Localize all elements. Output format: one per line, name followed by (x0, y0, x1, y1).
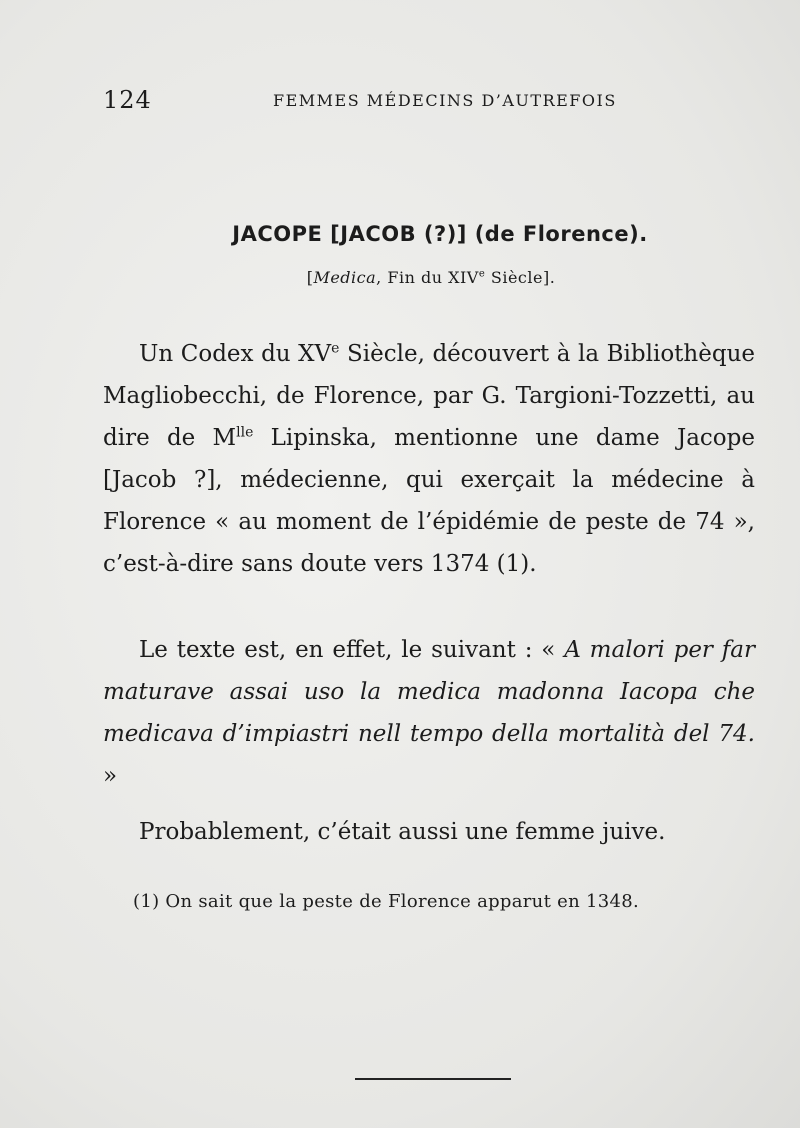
paragraph-codex (103, 333, 755, 585)
paragraph-codex-part2: Siècle, découvert à la Bibliothèque Magliobecchi, de Florence, par G. Targioni-Tozzetti, au dire de M (103, 341, 755, 451)
footnote: (1) On sait que la peste de Florence apparut en 1348. (133, 891, 640, 912)
entry-subheading (0, 268, 800, 287)
paragraph-conclusion: Probablement, c’était aussi une femme juive. (139, 819, 666, 845)
paragraph-codex-sup2: lle (236, 424, 254, 441)
subheading-open: [ (306, 268, 314, 287)
paragraph-quote-italic: A malori per far maturave assai uso la medica madonna Iacopa che medicava d’impiastri nell tempo della mortalità del 74. (103, 637, 755, 747)
paragraph-codex-part3: Lipinska, mentionne une dame Jacope [Jacob ?], médecienne, qui exerçait la médecine à Florence « au moment de l’épidémie de peste de 74 », c’est-à-dire sans doute vers 1374 (1). (103, 425, 755, 577)
running-head (103, 86, 743, 116)
subheading-italic: Medica (313, 268, 377, 287)
end-rule (355, 1078, 511, 1080)
entry-heading: JACOPE [JACOB (?)] (de Florence). (232, 222, 648, 246)
subheading-mid: , Fin du XIV (376, 268, 479, 287)
paragraph-quote-intro: Le texte est, en effet, le suivant : « (139, 637, 565, 663)
paragraph-codex-part1: Un Codex du XV (139, 341, 332, 367)
paragraph-codex-sup1: e (331, 340, 340, 357)
subheading-sup: e (478, 268, 486, 280)
paragraph-quote (103, 629, 755, 797)
page-number: 124 (103, 86, 152, 114)
paragraph-quote-close: » (103, 763, 118, 789)
running-title: FEMMES MÉDECINS D’AUTREFOIS (273, 91, 617, 110)
subheading-close: Siècle]. (485, 268, 556, 287)
